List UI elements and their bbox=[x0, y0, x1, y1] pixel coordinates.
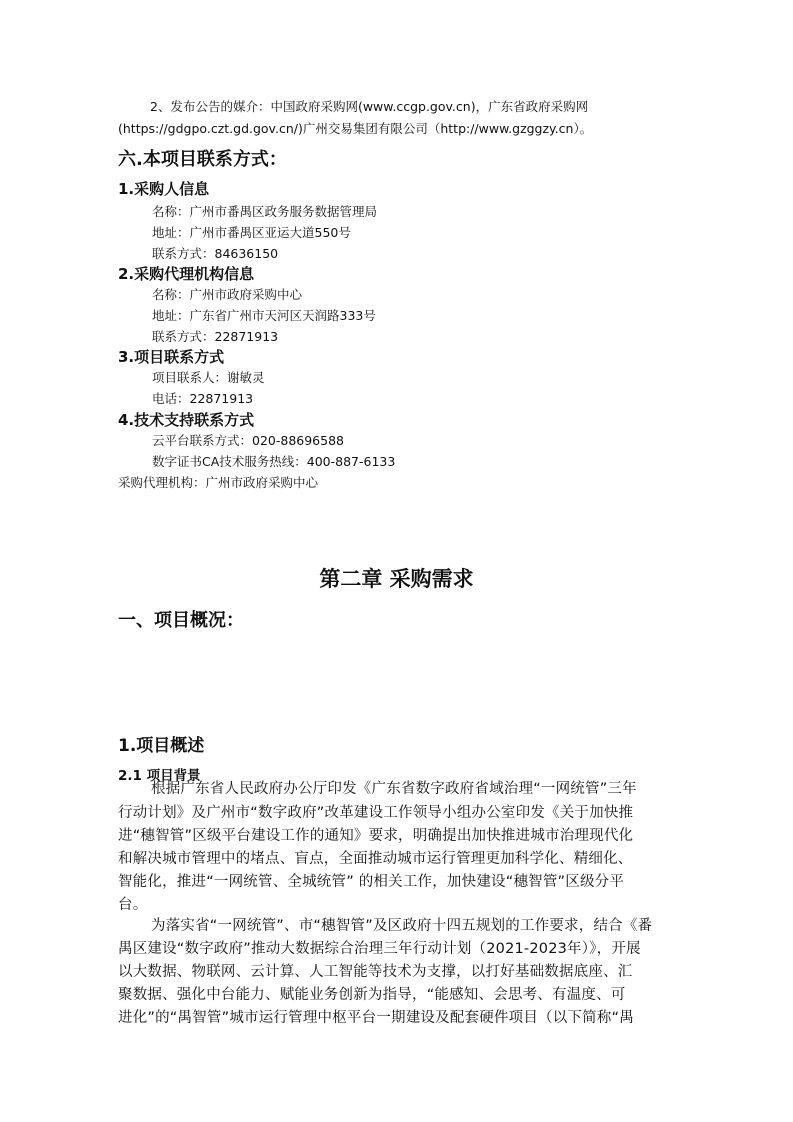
purchaser-name: 名称：广州市番禺区政务服务数据管理局 bbox=[152, 204, 378, 219]
overview-heading: 一、项目概况： bbox=[118, 610, 244, 631]
paragraph-line: 为落实省“一网统管”、市“穗智管”及区政府十四五规划的工作要求，结合《番 bbox=[151, 918, 653, 934]
contacts-heading: 六.本项目联系方式： bbox=[118, 149, 287, 170]
paragraph-line: 台。 bbox=[118, 897, 148, 913]
paragraph-line: 禺区建设“数字政府”推动大数据综合治理三年行动计划（2021-2023年）》，开展 bbox=[118, 941, 641, 957]
agency-address: 地址：广东省广州市天河区天润路333号 bbox=[152, 308, 376, 323]
chapter-title: 第二章 采购需求 bbox=[319, 567, 474, 591]
tech-support-title: 4.技术支持联系方式 bbox=[118, 411, 255, 429]
paragraph-line: 进“穗智管”区级平台建设工作的通知》要求，明确提出加快推进城市治理现代化 bbox=[118, 828, 634, 844]
agency-name: 名称：广州市政府采购中心 bbox=[152, 287, 303, 302]
agency-phone: 联系方式：22871913 bbox=[152, 329, 279, 344]
tech-ca-hotline: 数字证书CA技术服务热线：400-887-6133 bbox=[152, 454, 396, 469]
agency-title: 2.采购代理机构信息 bbox=[118, 265, 255, 283]
paragraph-line: 行动计划》及广州市“数字政府”改革建设工作领导小组办公室印发《关于加快推 bbox=[118, 805, 634, 821]
paragraph-line: 和解决城市管理中的堵点、盲点，全面推动城市运行管理更加科学化、精细化、 bbox=[118, 851, 633, 867]
paragraph-line: 进化”的“禺智管”城市运行管理中枢平台一期建设及配套硬件项目（以下简称“禺 bbox=[118, 1010, 634, 1026]
paragraph-line: 根据广东省人民政府办公厅印发《广东省数字政府省域治理“一网统管”三年 bbox=[151, 781, 637, 797]
purchaser-address: 地址：广州市番禺区亚运大道550号 bbox=[152, 225, 351, 240]
project-contact-person: 项目联系人：谢敏灵 bbox=[152, 370, 265, 385]
publish-line-1: 2、发布公告的媒介：中国政府采购网(www.ccgp.gov.cn)，广东省政府采购网 bbox=[150, 99, 589, 114]
paragraph-line: 以大数据、物联网、云计算、人工智能等技术为支撑，以打好基础数据底座、汇 bbox=[118, 964, 633, 980]
purchaser-title: 1.采购人信息 bbox=[118, 180, 210, 198]
publish-line-2: (https://gdgpo.czt.gd.gov.cn/)广州交易集团有限公司（http://www.gzggzy.cn）。 bbox=[118, 121, 593, 136]
agency-footer: 采购代理机构：广州市政府采购中心 bbox=[118, 475, 319, 490]
project-contact-title: 3.项目联系方式 bbox=[118, 348, 225, 366]
project-contact-phone: 电话：22871913 bbox=[152, 391, 254, 406]
purchaser-phone: 联系方式：84636150 bbox=[152, 246, 279, 261]
tech-cloud-phone: 云平台联系方式：020-88696588 bbox=[152, 433, 344, 448]
paragraph-line: 智能化，推进“一网统管、全城统管” 的相关工作，加快建设“穗智管”区级分平 bbox=[118, 874, 625, 890]
subsection-title: 2.1 项目背景 bbox=[118, 768, 201, 784]
paragraph-line: 聚数据、强化中台能力、赋能业务创新为指导，“能感知、会思考、有温度、可 bbox=[118, 987, 626, 1003]
section-title: 1.项目概述 bbox=[118, 736, 205, 756]
